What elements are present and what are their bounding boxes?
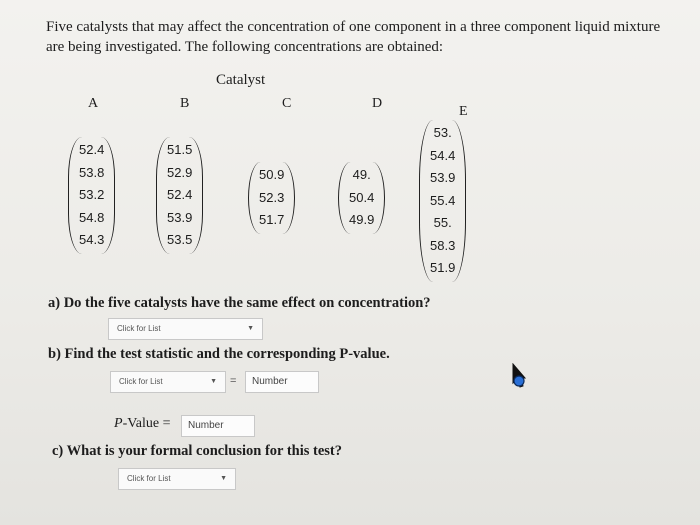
matrix-value: 52.4 [167,187,193,202]
matrix-value: 55.4 [430,192,456,208]
dropdown-label: Click for List [127,474,171,483]
column-letter-e: E [459,104,468,119]
matrix-value: 52.3 [259,189,285,205]
matrix-value: 49.9 [349,212,375,227]
question-b: b) Find the test statistic and the corresponding P-value. [48,346,390,362]
matrix-value: 53.2 [79,187,105,202]
matrix-value: 51.7 [259,212,285,227]
matrix-catalyst-e [419,120,466,282]
intro-line-2: are being investigated. The following concentrations are obtained: [46,39,444,55]
matrix-value: 53. [433,125,452,140]
column-letter-a: A [88,96,99,111]
problem-statement [46,17,686,57]
matrix-catalyst-d [338,162,385,234]
matrix-value: 54.8 [79,209,105,225]
matrix-value: 50.4 [349,189,375,205]
chevron-down-icon: ▼ [247,325,254,332]
column-letter-c: C [282,96,292,111]
matrix-value: 53.9 [167,209,193,225]
column-letter-b: B [180,96,190,111]
dropdown-label: Click for List [117,324,161,333]
pvalue-label-rest: -Value = [122,416,171,431]
chevron-down-icon: ▼ [220,475,227,482]
matrix-value: 51.9 [430,260,456,275]
matrix-value: 53.8 [79,164,105,180]
matrix-value: 54.3 [79,232,105,247]
pvalue-placeholder: Number [188,420,224,431]
pvalue-label-p: P [114,416,123,431]
test-statistic-input[interactable] [245,371,319,393]
test-statistic-placeholder: Number [252,376,288,387]
matrix-value: 51.5 [167,142,193,157]
matrix-value: 54.4 [430,147,456,163]
pvalue-input[interactable] [181,415,255,437]
question-c: c) What is your formal conclusion for this test? [52,443,342,459]
equals-sign: = [230,375,237,387]
matrix-value: 52.9 [167,164,193,180]
matrix-value: 52.4 [79,142,105,157]
matrix-value: 58.3 [430,237,456,253]
matrix-catalyst-c [248,162,295,234]
matrix-value: 53.9 [430,170,456,185]
pvalue-label [114,416,171,432]
matrix-value: 55. [433,215,452,230]
intro-line-1: Five catalysts that may affect the concentration of one component in a three component liquid mixture [46,19,661,35]
catalyst-title: Catalyst [216,72,266,88]
matrix-value: 49. [352,167,371,182]
conclusion-dropdown-a[interactable] [108,318,263,340]
pointer-cursor-icon [511,363,527,389]
dropdown-label: Click for List [119,377,163,386]
column-letter-d: D [372,96,383,111]
matrix-value: 50.9 [259,167,285,182]
formal-conclusion-dropdown[interactable] [118,468,236,490]
matrix-value: 53.5 [167,232,193,247]
matrix-catalyst-b [156,137,203,254]
matrix-catalyst-a [68,137,115,254]
question-a: a) Do the five catalysts have the same effect on concentration? [48,295,431,311]
chevron-down-icon: ▼ [210,378,217,385]
test-statistic-dropdown[interactable] [110,371,226,393]
